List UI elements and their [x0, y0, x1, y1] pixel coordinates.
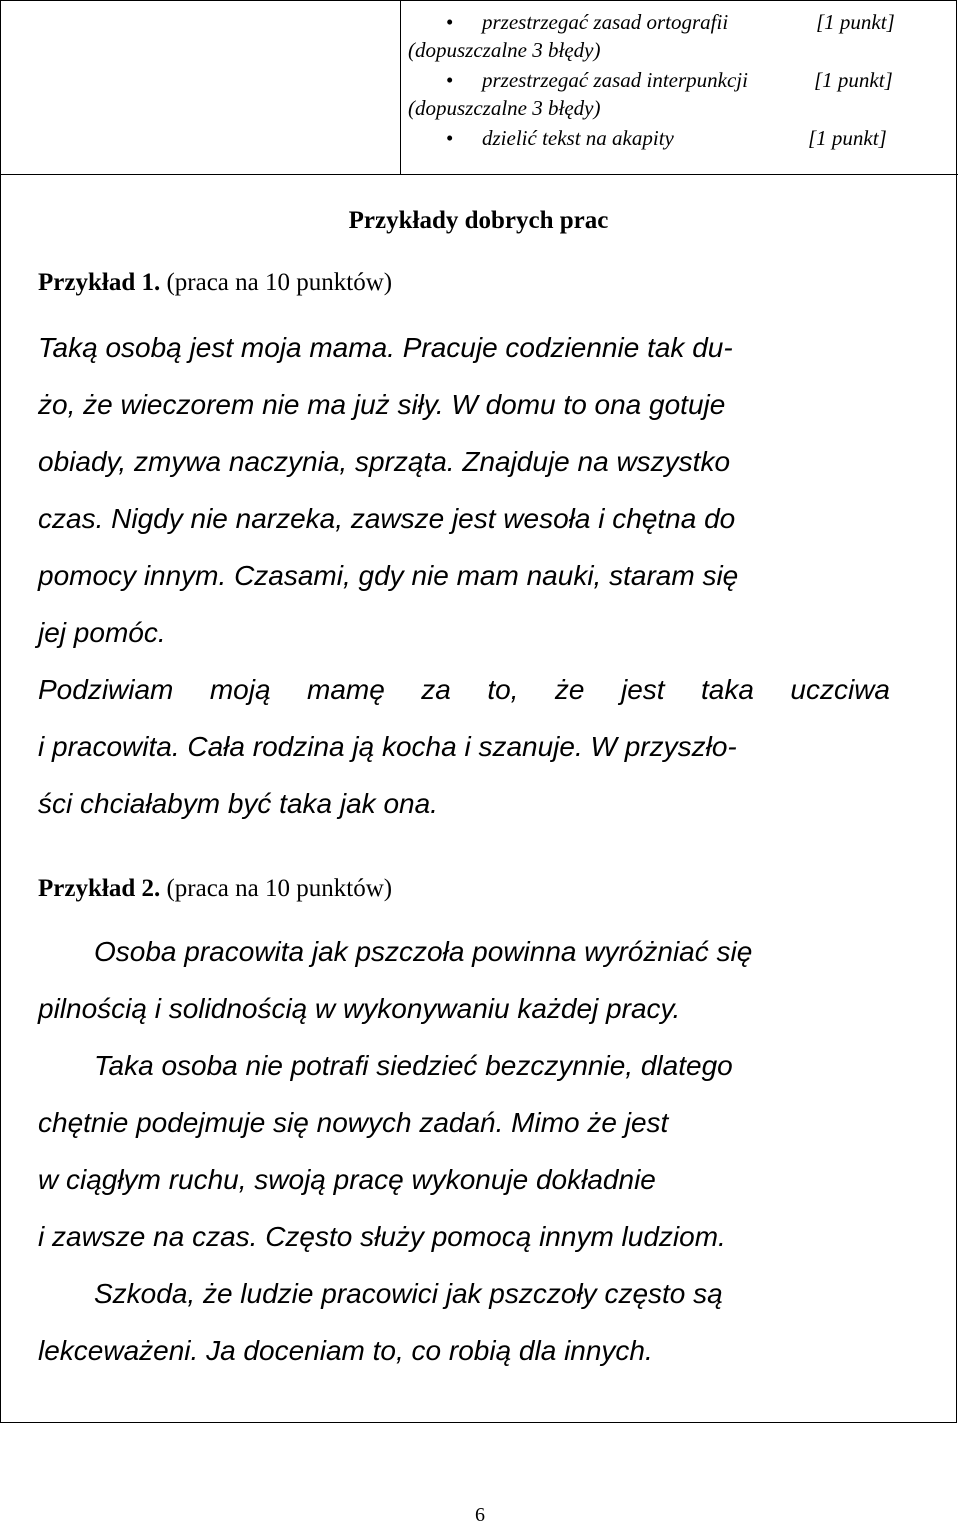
essay-line: jej pomóc. — [38, 617, 166, 648]
example-label — [38, 267, 392, 299]
essay-line: czas. Nigdy nie narzeka, zawsze jest wesoła i chętna do — [38, 503, 736, 534]
criterion-points: [1 punkt] — [814, 68, 893, 92]
essay-line: i zawsze na czas. Często służy pomocą innym ludziom. — [38, 1221, 726, 1252]
essay-line: żo, że wieczorem nie ma już siły. W domu to ona gotuje — [38, 389, 726, 420]
bullet-icon: • — [446, 10, 454, 34]
essay-line: Podziwiam moją mamę za to, że jest taka uczciwa — [38, 674, 890, 705]
essay-line: Osoba pracowita jak pszczoła powinna wyróżniać się — [94, 936, 753, 967]
essay-line: lekceważeni. Ja doceniam to, co robią dla innych. — [38, 1335, 653, 1366]
criterion-text: dzielić tekst na akapity — [482, 126, 674, 150]
essay-line: i pracowita. Cała rodzina ją kocha i szanuje. W przyszło- — [38, 731, 737, 762]
empty-cell — [1, 1, 401, 174]
example-label-bold: Przykład 1. — [38, 269, 161, 296]
bullet-icon: • — [446, 126, 454, 150]
criterion-text: przestrzegać zasad interpunkcji — [482, 68, 748, 92]
essay-line: Taka osoba nie potrafi siedzieć bezczynnie, dlatego — [94, 1050, 733, 1081]
essay-line: pilnością i solidnością w wykonywaniu każdej pracy. — [38, 993, 681, 1024]
example-label-rest: (praca na 10 punktów) — [160, 269, 393, 296]
example-label-bold: Przykład 2. — [38, 875, 161, 902]
bullet-icon: • — [446, 68, 454, 92]
page-number: 6 — [475, 1504, 485, 1526]
criterion-note: (dopuszczalne 3 błędy) — [408, 96, 601, 120]
essay-line: chętnie podejmuje się nowych zadań. Mimo że jest — [38, 1107, 669, 1138]
essay-line: Taką osobą jest moja mama. Pracuje codziennie tak du- — [38, 332, 733, 363]
essay-line: obiady, zmywa naczynia, sprząta. Znajduje na wszystko — [38, 446, 731, 477]
essay-line: Szkoda, że ludzie pracowici jak pszczoły często są — [94, 1278, 723, 1309]
section-heading: Przykłady dobrych prac — [348, 207, 609, 234]
example-label-rest: (praca na 10 punktów) — [160, 875, 393, 902]
essay-line: pomocy innym. Czasami, gdy nie mam nauki, staram się — [38, 560, 739, 591]
example-label — [38, 873, 392, 905]
criterion-points: [1 punkt] — [808, 126, 887, 150]
essay-line: w ciągłym ruchu, swoją pracę wykonuje dokładnie — [38, 1164, 656, 1195]
essay-line: ści chciałabym być taka jak ona. — [38, 788, 438, 819]
criterion-text: przestrzegać zasad ortografii — [482, 10, 729, 34]
criterion-note: (dopuszczalne 3 błędy) — [408, 38, 601, 62]
criterion-points: [1 punkt] — [816, 10, 895, 34]
